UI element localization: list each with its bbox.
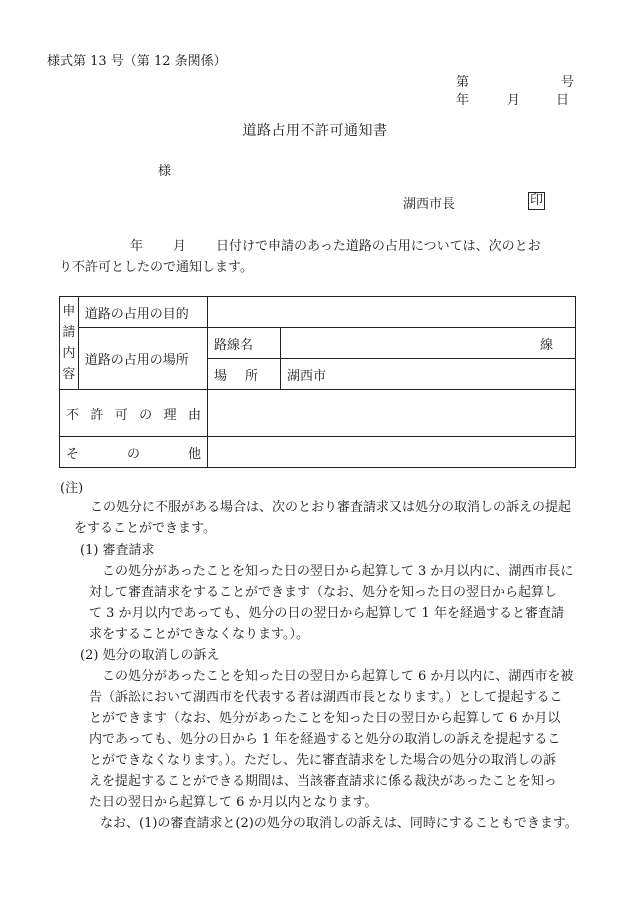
location-label: 場 所 <box>208 359 281 390</box>
section1-line4: 求をすることができなくなります。）。 <box>89 627 309 642</box>
place-label: 道路の占用の場所 <box>78 328 207 390</box>
intro-line1: 日付けで申請のあった道路の占用については、次のとお <box>216 239 541 254</box>
section2-line7: た日の翌日から起算して 6 か月以内となります。 <box>89 795 378 810</box>
number-prefix: 第 <box>456 75 470 90</box>
application-content-label: 申 請 内 容 <box>60 297 79 390</box>
notes-intro-line1: この処分に不服がある場合は、次のとおり審査請求又は処分の取消しの訴えの提起 <box>90 500 572 515</box>
application-table <box>59 296 576 468</box>
section1-line2: 対して審査請求をすることができます（なお、処分を知った日の翌日から起算し <box>89 585 558 600</box>
intro-month: 月 <box>173 239 187 254</box>
intro-paragraph <box>60 236 578 278</box>
document-title: 道路占用不許可通知書 <box>242 123 388 139</box>
other-label: そ の 他 <box>60 437 208 468</box>
reason-value <box>208 390 576 437</box>
section1-line3: て 3 か月以内であっても、処分の日の翌日から起算して 1 年を経過すると審査請 <box>89 606 564 621</box>
seal-box: 印 <box>530 193 544 208</box>
intro-line2: り不許可としたので通知します。 <box>59 260 253 275</box>
section2-line6: えを提起することができる期間は、当該審査請求に係る裁決があったことを知っ <box>89 774 557 789</box>
notes-heading: (注) <box>60 481 84 496</box>
route-name-value <box>281 328 576 359</box>
location-value: 湖西市 <box>281 359 576 390</box>
date-month: 月 <box>507 93 521 108</box>
purpose-value <box>208 297 576 328</box>
section1-title: (1) 審査請求 <box>80 543 155 558</box>
date-day: 日 <box>555 93 569 108</box>
other-value <box>208 437 576 468</box>
issuer-name: 湖西市長 <box>403 197 456 212</box>
section1-line1: この処分があったことを知った日の翌日から起算して 3 か月以内に、湖西市長に <box>102 564 574 579</box>
section2-line2: 告（訴訟において湖西市を代表する者は湖西市長となります。）として提起するこ <box>89 690 563 705</box>
purpose-label: 道路の占用の目的 <box>78 297 207 328</box>
route-name-label: 路線名 <box>208 328 281 359</box>
form-number: 様式第 13 号（第 12 条関係） <box>47 54 227 69</box>
date-year: 年 <box>456 93 470 108</box>
section2-line1: この処分があったことを知った日の翌日から起算して 6 か月以内に、湖西市を被 <box>102 669 574 684</box>
closing-note: なお、(1)の審査請求と(2)の処分の取消しの訴えは、同時にすることもできます。 <box>100 816 578 831</box>
route-suffix: 線 <box>539 337 553 353</box>
addressee-suffix: 様 <box>158 164 172 179</box>
section2-line4: 内であっても、処分の日から 1 年を経過すると処分の取消しの訴えを提起するこ <box>89 732 561 747</box>
section2-line3: とができます（なお、処分があったことを知った日の翌日から起算して 6 か月以 <box>89 711 561 726</box>
notes-intro-line2: をすることができます。 <box>74 521 216 536</box>
intro-year: 年 <box>130 239 144 254</box>
reason-label: 不 許 可 の 理 由 <box>60 390 208 437</box>
number-suffix: 号 <box>560 75 574 90</box>
section2-title: (2) 処分の取消しの訴え <box>80 648 220 663</box>
section2-line5: とができなくなります。）。ただし、先に審査請求をした場合の処分の取消しの訴 <box>89 753 556 768</box>
